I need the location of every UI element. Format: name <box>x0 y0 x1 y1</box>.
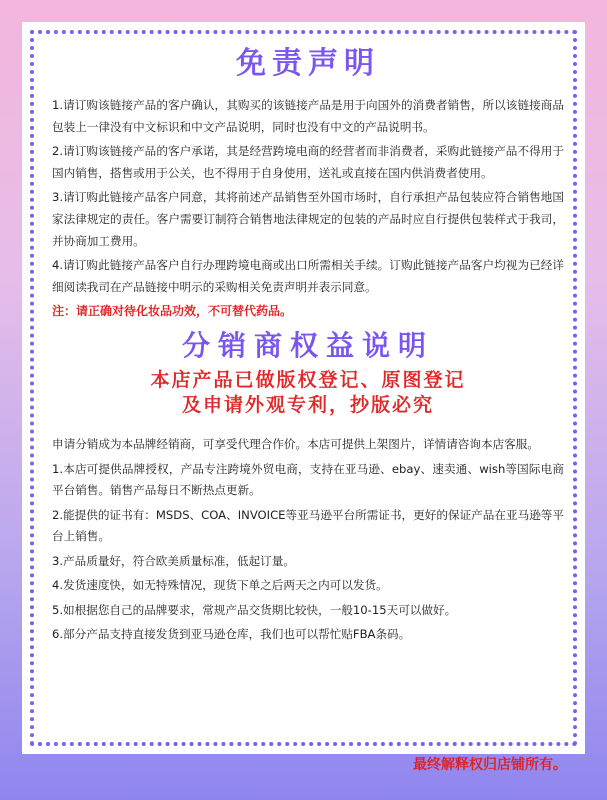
distributor-item: 3.产品质量好，符合欧美质量标准，低起订量。 <box>52 553 295 568</box>
distributor-item: 1.本店可提供品牌授权，产品专注跨境外贸电商，支持在亚马逊、ebay、速卖通、wish等国际电商平台销售。销售产品每日不断热点更新。 <box>52 461 564 497</box>
distributor-section <box>52 434 564 646</box>
footer-rights-notice: 最终解释权归店铺所有。 <box>413 757 567 773</box>
disclaimer-item: 1.请订购该链接产品的客户确认，其购买的该链接产品是用于向国外的消费者销售，所以该链接商品包装上一律没有中文标识和中文产品说明，同时也没有中文的产品说明书。 <box>52 98 564 134</box>
notice-content <box>52 46 564 649</box>
disclaimer-item: 3.请订购此链接产品客户同意，其将前述产品销售至外国市场时，自行承担产品包装应符合销售地国家法律规定的责任。客户需要订制符合销售地法律规定的包装的产品时应自行提供包装样式于我司，并协商加工费用。 <box>52 190 564 248</box>
disclaimer-item: 4.请订购此链接产品客户自行办理跨境电商或出口所需相关手续。订购此链接产品客户均视为已经详细阅读我司在产品链接中明示的采购相关免责声明并表示同意。 <box>52 258 564 294</box>
copyright-notice-line-1: 本店产品已做版权登记、原图登记 <box>150 369 466 391</box>
copyright-notice-line-2: 及申请外观专利，抄版必究 <box>181 394 434 416</box>
distributor-item: 2.能提供的证书有：MSDS、COA、INVOICE等亚马逊平台所需证书，更好的保证产品在亚马逊等平台上销售。 <box>52 507 564 543</box>
distributor-item: 5.如根据您自己的品牌要求，常规产品交货期比较快，一般10-15天可以做好。 <box>52 602 457 617</box>
disclaimer-note: 注：请正确对待化妆品功效，不可替代药品。 <box>52 304 293 318</box>
disclaimer-title: 免责声明 <box>236 46 380 81</box>
distributor-item: 4.发货速度快，如无特殊情况，现货下单之后两天之内可以发货。 <box>52 578 388 592</box>
distributor-title: 分销商权益说明 <box>181 329 434 362</box>
disclaimer-item: 2.请订购该链接产品的客户承诺，其是经营跨境电商的经营者而非消费者，采购此链接产品不得用于国内销售，搭售或用于公关，也不得用于自身使用，送礼或直接在国内供消费者使用。 <box>52 144 564 180</box>
distributor-intro: 申请分销成为本品牌经销商，可享受代理合作价。本店可提供上架图片，详情请咨询本店客服。 <box>52 437 539 451</box>
distributor-item: 6.部分产品支持直接发货到亚马逊仓库，我们也可以帮忙贴FBA条码。 <box>52 627 411 641</box>
